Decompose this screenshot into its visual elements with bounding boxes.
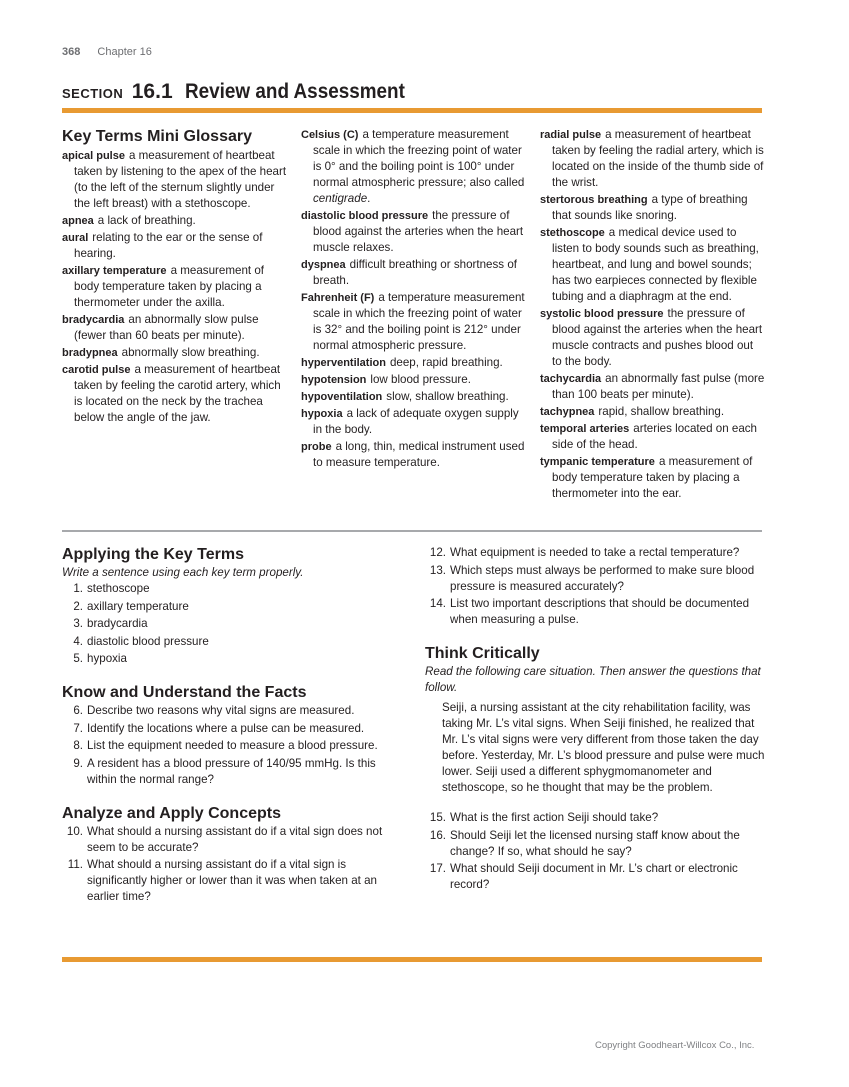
question-number: 8.	[73, 739, 83, 752]
glossary-column-2	[301, 127, 529, 472]
glossary-entry	[301, 208, 529, 256]
glossary-term: diastolic blood pressure	[301, 210, 429, 222]
question-number: 4.	[73, 634, 83, 648]
question-item	[425, 563, 765, 595]
glossary-entry	[301, 127, 529, 207]
glossary-entry	[62, 148, 287, 212]
section-number: 16.1	[131, 80, 173, 103]
glossary-column-1	[62, 127, 287, 427]
question-text: What should a nursing assistant do if a vital sign is significantly higher or lower than it was when taken at an earlier time?	[87, 858, 378, 903]
glossary-term: aural	[62, 232, 89, 244]
question-number: 12.	[429, 546, 446, 559]
glossary-entry	[62, 345, 287, 361]
question-text: List the equipment needed to measure a blood pressure.	[87, 739, 378, 752]
question-number: 9.	[73, 756, 83, 770]
glossary-entry	[540, 421, 765, 453]
glossary-definition: low blood pressure.	[370, 373, 471, 386]
question-number: 17.	[429, 862, 446, 875]
glossary-definition: deep, rapid breathing.	[389, 356, 503, 369]
question-text: bradycardia	[87, 617, 148, 630]
glossary-term: bradycardia	[62, 314, 125, 326]
glossary-definition: difficult breathing or shortness of breath.	[313, 258, 517, 287]
glossary-definition: relating to the ear or the sense of hearing.	[74, 231, 263, 260]
glossary-entry	[540, 127, 765, 191]
glossary-definition: a type of breathing that sounds like snoring.	[552, 193, 748, 222]
question-text: Identify the locations where a pulse can be measured.	[87, 721, 365, 735]
glossary-term: Fahrenheit (F)	[301, 292, 375, 304]
question-item	[62, 634, 402, 650]
glossary-italic-term: centigrade	[313, 192, 368, 205]
glossary-entry	[540, 306, 765, 370]
question-text: Describe two reasons why vital signs are measured.	[87, 704, 355, 717]
glossary-entry	[301, 257, 529, 289]
glossary-definition: a measurement of body temperature taken by placing a thermometer under the axilla.	[74, 264, 265, 309]
page-title: Review and Assessment	[185, 80, 405, 103]
glossary-term: systolic blood pressure	[540, 308, 664, 320]
question-text: What should a nursing assistant do if a vital sign does not seem to be accurate?	[87, 824, 383, 854]
glossary-entry	[540, 225, 765, 305]
glossary-heading: Key Terms Mini Glossary	[62, 128, 252, 145]
glossary-term: apnea	[62, 215, 94, 227]
glossary-entry	[540, 192, 765, 224]
section-divider	[62, 530, 762, 532]
question-number: 6.	[73, 704, 83, 717]
glossary-entry	[62, 230, 287, 262]
glossary-column-3	[540, 127, 765, 503]
glossary-term: apical pulse	[62, 150, 125, 162]
glossary-entry	[62, 213, 287, 229]
glossary-definition: a measurement of heartbeat taken by feeling the carotid artery, which is located on the neck by the trachea below the angle of the jaw.	[74, 363, 281, 424]
question-text: What equipment is needed to take a rectal temperature?	[450, 546, 740, 559]
question-number: 3.	[73, 617, 83, 630]
glossary-definition: a lack of breathing.	[97, 214, 196, 227]
question-number: 10.	[66, 824, 83, 838]
question-item	[62, 703, 402, 719]
question-text: What is the first action Seiji should take?	[450, 811, 659, 824]
glossary-definition: rapid, shallow breathing.	[598, 405, 725, 418]
glossary-definition: an abnormally fast pulse (more than 100 beats per minute).	[552, 372, 765, 401]
glossary-term: stertorous breathing	[540, 194, 648, 206]
glossary-entry	[301, 290, 529, 354]
glossary-term: carotid pulse	[62, 364, 131, 376]
question-item	[425, 545, 765, 561]
analyze-list	[62, 824, 402, 906]
glossary-entry	[301, 372, 529, 388]
question-item	[62, 721, 402, 737]
glossary-entry	[301, 439, 529, 471]
question-item	[425, 810, 765, 826]
question-item	[62, 756, 402, 788]
copyright: Copyright Goodheart-Willcox Co., Inc.	[595, 1040, 755, 1051]
question-item	[62, 857, 402, 905]
question-text: Which steps must always be performed to make sure blood pressure is measured accurately?	[450, 563, 755, 593]
question-item	[62, 581, 402, 597]
top-orange-rule	[62, 108, 762, 113]
glossary-definition: a measurement of heartbeat taken by feeling the radial artery, which is located on the inside of the thumb side of the wrist.	[552, 128, 764, 189]
question-item	[425, 828, 765, 860]
glossary-definition: the pressure of blood against the arteries when the heart muscle relaxes.	[313, 209, 524, 254]
applying-list	[62, 581, 402, 667]
section-label: SECTION	[62, 86, 124, 101]
care-scenario: Seiji, a nursing assistant at the city rehabilitation facility, was taking Mr. L’s vital signs. When Seiji finished, he realized that Mr. L’s vital signs were very different from those taken the day before. Yesterday, Mr. L’s blood pressure and pulse were much lower. Seiji used a different sphygmomanometer and stethoscope, so he thought that may be the problem.	[442, 701, 765, 794]
glossary-definition: a temperature measurement scale in which the freezing point of water is 0° and the boiling point is 100° under normal atmospheric pressure; also called	[313, 128, 525, 189]
glossary-term: axillary temperature	[62, 265, 167, 277]
glossary-definition: the pressure of blood against the arteries when the heart muscle contracts and pushes blood out to the body.	[552, 307, 763, 368]
glossary-term: Celsius (C)	[301, 129, 359, 141]
glossary-term: temporal arteries	[540, 423, 630, 435]
question-number: 11.	[67, 858, 83, 871]
glossary-definition: slow, shallow breathing.	[386, 390, 509, 403]
question-number: 7.	[73, 721, 83, 735]
running-header	[62, 46, 152, 58]
glossary-definition: a lack of adequate oxygen supply in the body.	[313, 407, 519, 436]
question-text: Should Seiji let the licensed nursing staff know about the change? If so, what should he say?	[450, 828, 740, 858]
question-number: 13.	[429, 563, 446, 577]
section-title	[62, 80, 429, 104]
glossary-term: hyperventilation	[301, 357, 386, 369]
question-text: stethoscope	[87, 582, 150, 595]
question-item	[62, 738, 402, 754]
question-item	[425, 596, 765, 628]
analyze-list-continued	[425, 545, 765, 628]
glossary-definition: an abnormally slow pulse (fewer than 60 beats per minute).	[74, 313, 259, 342]
know-list	[62, 703, 402, 788]
page-number: 368	[62, 46, 81, 58]
glossary-term: stethoscope	[540, 227, 605, 239]
know-heading: Know and Understand the Facts	[62, 684, 307, 701]
question-number: 14.	[429, 597, 446, 610]
glossary-term: radial pulse	[540, 129, 602, 141]
glossary-entry	[301, 406, 529, 438]
question-number: 1.	[73, 582, 83, 595]
glossary-definition: a long, thin, medical instrument used to measure temperature.	[313, 440, 525, 469]
question-item	[425, 861, 765, 893]
question-item	[62, 824, 402, 856]
applying-heading: Applying the Key Terms	[62, 546, 244, 563]
think-heading: Think Critically	[425, 645, 540, 662]
glossary-definition: arteries located on each side of the head.	[552, 422, 758, 451]
glossary-term: dyspnea	[301, 259, 346, 271]
glossary-entry	[540, 371, 765, 403]
applying-instruction: Write a sentence using each key term properly.	[62, 566, 304, 579]
glossary-term: tachypnea	[540, 406, 595, 418]
think-instruction: Read the following care situation. Then answer the questions that follow.	[425, 665, 761, 694]
glossary-entry	[540, 454, 765, 502]
glossary-term: hypoxia	[301, 408, 343, 420]
glossary-entry	[62, 312, 287, 344]
glossary-definition: abnormally slow breathing.	[121, 346, 260, 359]
question-number: 2.	[73, 599, 83, 613]
punctuation: .	[367, 192, 371, 205]
question-text: axillary temperature	[87, 599, 189, 613]
question-item	[62, 616, 402, 632]
glossary-term: probe	[301, 441, 332, 453]
glossary-term: hypotension	[301, 374, 367, 386]
glossary-entry	[301, 389, 529, 405]
analyze-heading: Analyze and Apply Concepts	[62, 804, 281, 822]
glossary-term: bradypnea	[62, 347, 118, 359]
glossary-definition: a medical device used to listen to body sounds such as breathing, heartbeat, and lung and bowel sounds; has two earpieces connected by flexible tubing and a diaphragm at the end.	[552, 226, 759, 303]
question-text: List two important descriptions that should be documented when measuring a pulse.	[450, 597, 750, 626]
question-number: 5.	[73, 652, 83, 665]
question-text: diastolic blood pressure	[87, 634, 209, 648]
glossary-term: tachycardia	[540, 373, 602, 385]
bottom-orange-rule	[62, 957, 762, 962]
question-item	[62, 651, 402, 667]
glossary-entry	[62, 362, 287, 426]
glossary-entry	[301, 355, 529, 371]
question-text: A resident has a blood pressure of 140/95 mmHg. Is this within the normal range?	[87, 756, 376, 786]
question-text: What should Seiji document in Mr. L’s chart or electronic record?	[450, 862, 738, 891]
glossary-term: tympanic temperature	[540, 456, 655, 468]
question-item	[62, 599, 402, 615]
question-number: 16.	[429, 828, 446, 842]
glossary-entry	[62, 263, 287, 311]
glossary-definition: a temperature measurement scale in which the freezing point of water is 32° and the boiling point is 212° under normal atmospheric pressure.	[313, 291, 525, 352]
question-text: hypoxia	[87, 652, 127, 665]
questions-left-column	[62, 545, 402, 907]
think-list	[425, 810, 765, 893]
questions-right-column	[425, 545, 765, 895]
glossary-definition: a measurement of heartbeat taken by listening to the apex of the heart (to the left of the sternum slightly under the left breast) with a stethoscope.	[74, 149, 287, 210]
glossary-term: hypoventilation	[301, 391, 383, 403]
question-number: 15.	[429, 811, 446, 824]
glossary-entry	[540, 404, 765, 420]
chapter-label: Chapter 16	[97, 46, 152, 58]
glossary-definition: a measurement of body temperature taken by placing a thermometer into the ear.	[552, 455, 753, 500]
